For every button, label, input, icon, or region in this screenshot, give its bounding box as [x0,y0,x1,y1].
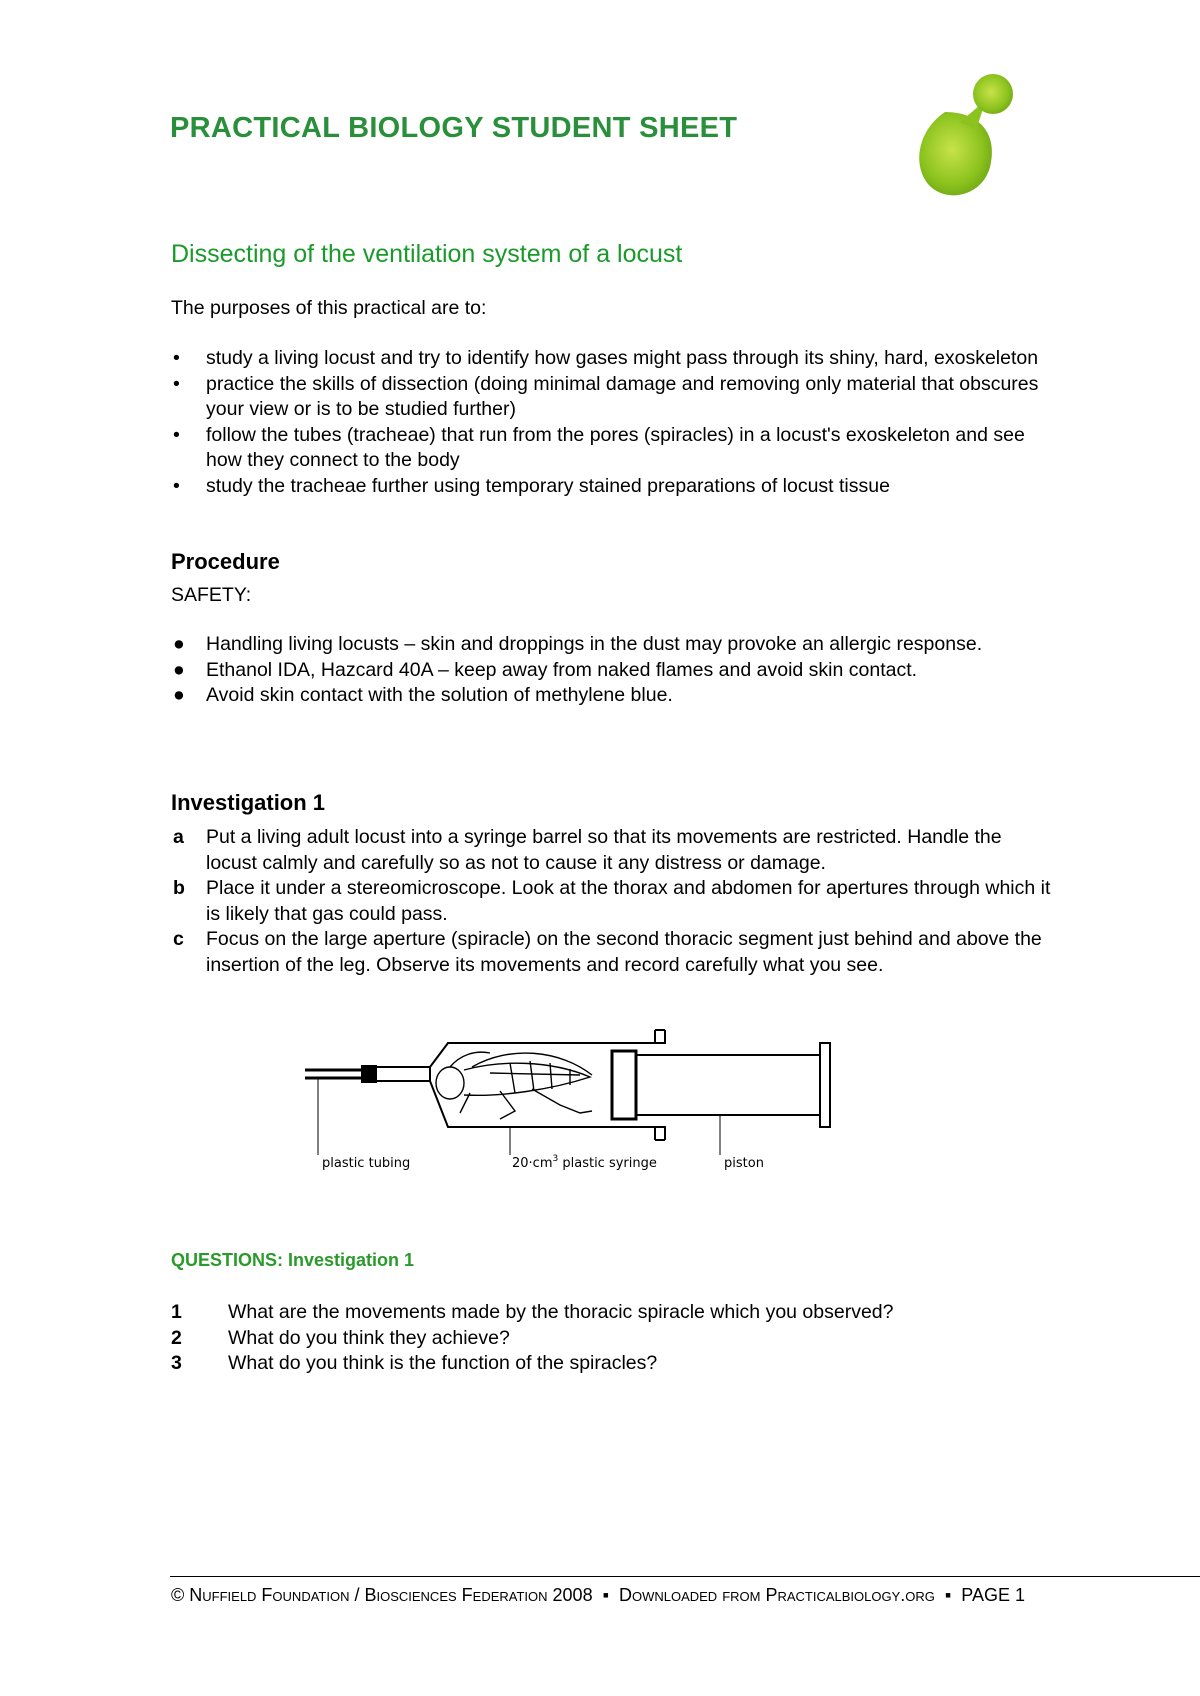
purposes-list [171,346,1041,499]
label-plastic-syringe: $20\cdot cm^3$ plastic syringe [512,1154,657,1171]
footer-copyright: © Nuffield Foundation / Biosciences Federation 2008 [171,1585,593,1605]
list-item: 2 What do you think they achieve? [171,1326,1071,1352]
step-marker: b [173,877,185,899]
sheet-header-title: PRACTICAL BIOLOGY STUDENT SHEET [170,112,738,144]
page-footer [171,1585,1025,1606]
label-piston: piston [724,1156,764,1171]
questions-heading: QUESTIONS: Investigation 1 [171,1250,415,1270]
bullet-icon: ● [173,633,185,655]
footer-separator: ▪ [944,1585,952,1605]
step-marker: c [173,928,184,950]
bullet-icon: • [173,372,180,395]
bullet-icon: • [173,423,180,446]
list-item: • follow the tubes (tracheae) that run from the pores (spiracles) in a locust's exoskeleton and see how they connect to the body [173,423,1025,471]
list-item: ● Avoid skin contact with the solution of methylene blue. [171,683,1041,709]
list-item: c Focus on the large aperture (spiracle) on the second thoracic segment just behind and above the insertion of the leg. Observe its movements and record carefully what you see. [173,928,1042,976]
question-number: 1 [171,1301,182,1323]
list-item: • practice the skills of dissection (doing minimal damage and removing only material that obscures your view or is to be studied further) [173,372,1039,420]
document-title: Dissecting of the ventilation system of a locust [171,240,683,268]
label-plastic-tubing: plastic tubing [322,1156,411,1171]
procedure-heading: Procedure [171,549,280,574]
safety-label: SAFETY: [171,584,252,606]
question-number: 2 [171,1326,182,1349]
footer-page-number: PAGE 1 [961,1585,1025,1605]
syringe-locust-diagram [300,1015,900,1175]
bullet-icon: ● [173,658,185,681]
question-number: 3 [171,1352,182,1374]
list-item: ● Ethanol IDA, Hazcard 40A – keep away from naked flames and avoid skin contact. [171,658,1041,684]
list-item: • study the tracheae further using temporary stained preparations of locust tissue [171,474,1041,500]
footer-divider [170,1576,1200,1577]
investigation-heading: Investigation 1 [171,790,326,815]
list-item: b Place it under a stereomicroscope. Look at the thorax and abdomen for apertures through which it is likely that gas could pass. [173,877,1051,925]
list-item: ● Handling living locusts – skin and droppings in the dust may provoke an allergic response. [171,632,1041,658]
questions-list [171,1300,1071,1377]
investigation-steps [171,825,1051,978]
bullet-icon: • [173,347,180,369]
step-marker: a [173,826,184,848]
footer-separator: ▪ [602,1585,609,1605]
bullet-icon: ● [173,684,185,706]
list-item: 1 What are the movements made by the thoracic spiracle which you observed? [171,1300,1071,1326]
safety-list [171,632,1041,709]
list-item: 3 What do you think is the function of the spiracles? [171,1351,1071,1377]
list-item: a Put a living adult locust into a syringe barrel so that its movements are restricted. Handle the locust calmly and carefully so as not to cause it any distress or damage. [173,826,1002,874]
practical-biology-logo-icon [890,72,1025,207]
bullet-icon: • [173,474,180,497]
footer-download: Downloaded from Practicalbiology.org [618,1585,935,1605]
list-item: • study a living locust and try to identify how gases might pass through its shiny, hard, exoskeleton [171,346,1041,372]
purposes-intro: The purposes of this practical are to: [171,297,487,319]
